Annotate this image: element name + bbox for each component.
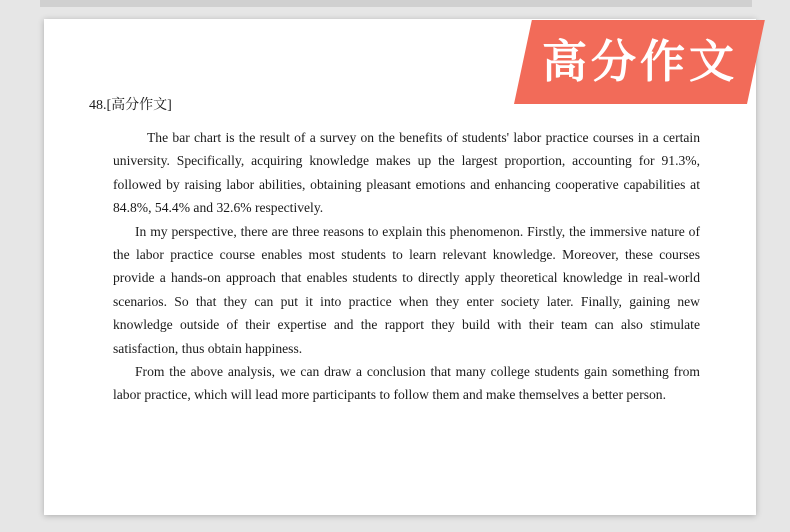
essay-paragraph-3: From the above analysis, we can draw a conclusion that many college students gain something from labor practice, which will lead more participants to follow them and make themselves a better person. bbox=[113, 364, 700, 403]
essay-body bbox=[113, 126, 700, 407]
badge-label: 高分作文 bbox=[541, 35, 738, 88]
essay-paragraph-2: In my perspective, there are three reasons to explain this phenomenon. Firstly, the immersive nature of the labor practice course enables most students to learn relevant knowledge. Moreover, these courses provide a hands-on approach that enables students to directly apply theoretical knowledge in real-world scenarios. So that they can put it into practice when they enter society later. Finally, gaining new knowledge outside of their expertise and the rapport they build with their team can also stimulate satisfaction, thus obtain happiness. bbox=[113, 223, 700, 356]
question-label: 48.[高分作文] bbox=[89, 98, 172, 113]
top-strip bbox=[40, 0, 752, 7]
essay-paragraph-1: The bar chart is the result of a survey on the benefits of students' labor practice courses in a certain university. Specifically, acquiring knowledge makes up the largest proportion, accounting for 91.3%, followed by raising labor abilities, obtaining pleasant emotions and enhancing cooperative capabilities at 84.8%, 54.4% and 32.6% respectively. bbox=[113, 130, 700, 216]
